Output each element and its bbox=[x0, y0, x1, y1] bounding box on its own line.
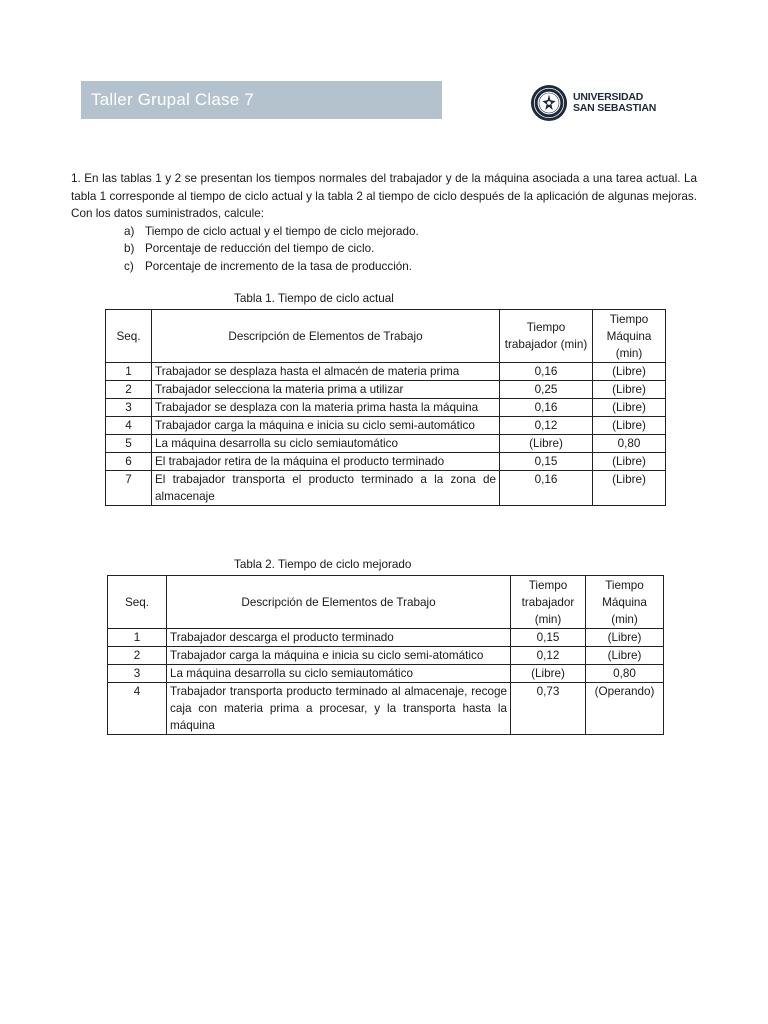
table-header-row bbox=[108, 576, 664, 629]
column-header-machine-time: Tiempo Máquina (min) bbox=[586, 576, 664, 629]
table-row: 7 El trabajador transporta el producto terminado a la zona de almacenaje 0,16 (Libre) bbox=[106, 471, 666, 506]
title-banner bbox=[81, 81, 442, 119]
column-header-seq: Seq. bbox=[108, 576, 167, 629]
table-row: 1 Trabajador descarga el producto terminado 0,15 (Libre) bbox=[108, 629, 664, 647]
column-header-description: Descripción de Elementos de Trabajo bbox=[152, 310, 500, 363]
column-header-worker-time: Tiempo trabajador (min) bbox=[511, 576, 586, 629]
table-row: 5 La máquina desarrolla su ciclo semiautomático (Libre) 0,80 bbox=[106, 435, 666, 453]
table-header-row bbox=[106, 310, 666, 363]
question-list bbox=[71, 223, 697, 276]
exercise-statement bbox=[71, 170, 697, 275]
exercise-paragraph: 1. En las tablas 1 y 2 se presentan los tiempos normales del trabajador y de la máquina asociada a una tarea actual. La tabla 1 corresponde al tiempo de ciclo actual y la tabla 2 al tiempo de ciclo después de la aplicación de algunas mejoras. Con los datos suministrados, calcule: bbox=[71, 172, 697, 220]
table-row: 2 Trabajador carga la máquina e inicia su ciclo semi-atomático 0,12 (Libre) bbox=[108, 647, 664, 665]
table1-current-cycle bbox=[105, 309, 666, 506]
table2-improved-cycle bbox=[107, 575, 664, 735]
column-header-machine-time: Tiempo Máquina (min) bbox=[593, 310, 666, 363]
column-header-description: Descripción de Elementos de Trabajo bbox=[167, 576, 511, 629]
university-logo bbox=[530, 82, 665, 124]
university-seal-icon bbox=[530, 84, 568, 122]
logo-line-2: SAN SEBASTIAN bbox=[573, 102, 657, 114]
table2-caption: Tabla 2. Tiempo de ciclo mejorado bbox=[234, 558, 412, 571]
list-item: b) Porcentaje de reducción del tiempo de ciclo. bbox=[124, 242, 375, 255]
column-header-worker-time: Tiempo trabajador (min) bbox=[500, 310, 593, 363]
table-row: 2 Trabajador selecciona la materia prima a utilizar 0,25 (Libre) bbox=[106, 381, 666, 399]
column-header-seq: Seq. bbox=[106, 310, 152, 363]
table1-caption: Tabla 1. Tiempo de ciclo actual bbox=[234, 292, 394, 305]
table-row: 3 Trabajador se desplaza con la materia prima hasta la máquina 0,16 (Libre) bbox=[106, 399, 666, 417]
list-item: c) Porcentaje de incremento de la tasa de producción. bbox=[124, 259, 413, 273]
table-row: 6 El trabajador retira de la máquina el producto terminado 0,15 (Libre) bbox=[106, 453, 666, 471]
table-row: 4 Trabajador carga la máquina e inicia su ciclo semi-automático 0,12 (Libre) bbox=[106, 417, 666, 435]
document-title: Taller Grupal Clase 7 bbox=[91, 90, 254, 109]
table-row: 3 La máquina desarrolla su ciclo semiautomático (Libre) 0,80 bbox=[108, 665, 664, 683]
logo-line-1: UNIVERSIDAD bbox=[573, 91, 644, 103]
table-row: 1 Trabajador se desplaza hasta el almacén de materia prima 0,16 (Libre) bbox=[106, 363, 666, 381]
table-row: 4 Trabajador transporta producto terminado al almacenaje, recoge caja con materia prima a procesar, y la transporta hasta la máquina 0,73 (Operando) bbox=[108, 683, 664, 735]
list-item: a) Tiempo de ciclo actual y el tiempo de ciclo mejorado. bbox=[124, 224, 419, 238]
